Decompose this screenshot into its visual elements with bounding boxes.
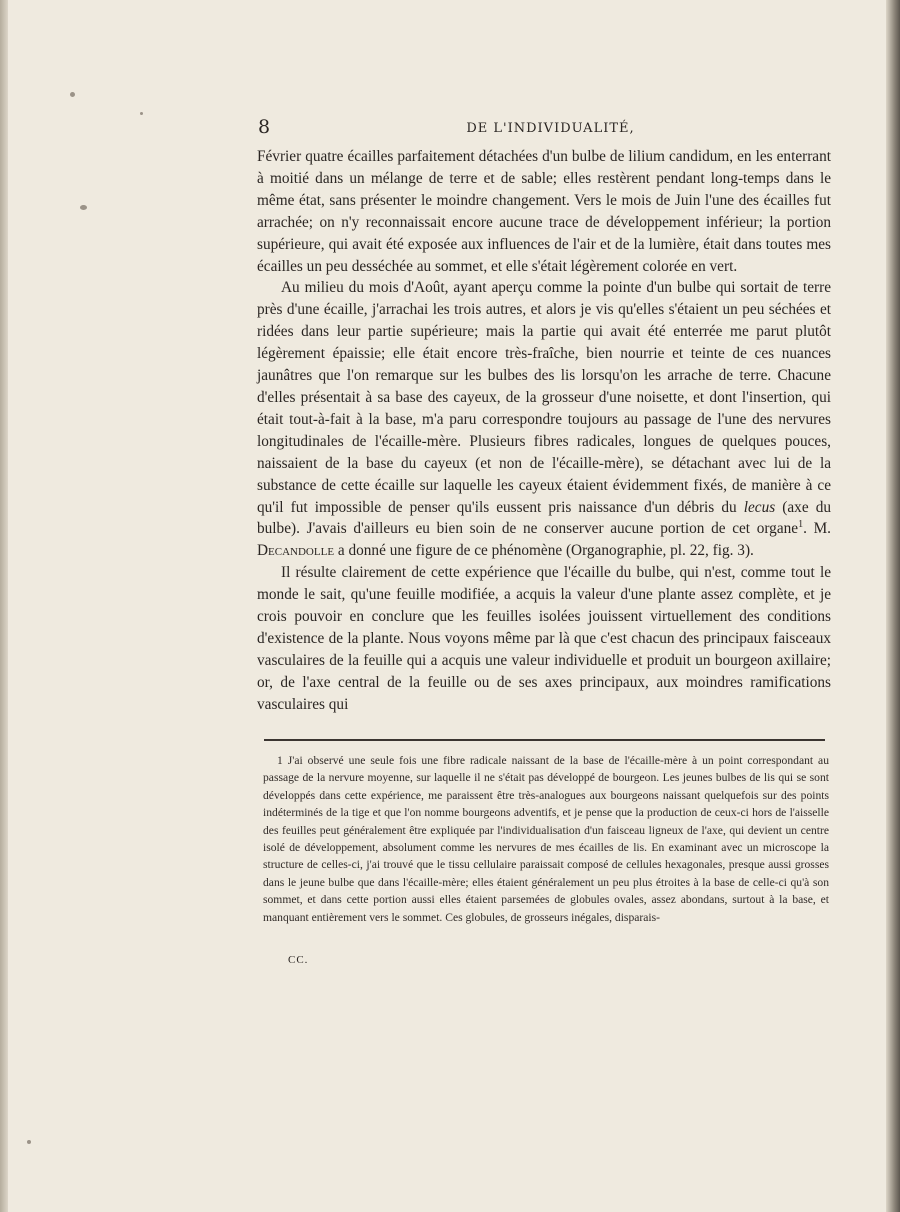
running-head: DE L'INDIVIDUALITÉ,: [466, 121, 635, 136]
paragraph-2: [257, 277, 831, 562]
paper-spot: [80, 205, 87, 210]
footnote: [263, 752, 829, 926]
paper-spot: [140, 112, 143, 115]
catchword: CC.: [288, 954, 309, 966]
paragraph-2-text-b: (axe du bulbe). J'avais d'ailleurs eu bien soin de ne conserver aucune portion de cet organe: [257, 498, 831, 538]
page-header: [258, 116, 843, 140]
paragraph-2-text-d: a donné une figure de ce phénomène (Organographie, pl. 22, fig. 3).: [337, 542, 754, 560]
body-text: [257, 146, 831, 716]
footnote-reference: 1: [798, 519, 804, 531]
author-name: Decandolle: [257, 542, 335, 560]
paper-spot: [70, 92, 75, 97]
paragraph-1: Février quatre écailles parfaitement détachées d'un bulbe de lilium candidum, en les enterrant à moitié dans un mélange de terre et de sable; elles restèrent pendant long-temps dans le même état, sans présenter le moindre changement. Vers le mois de Juin l'une des écailles fut arrachée; on n'y reconnaissait encore aucune trace de développement inférieur; la portion supérieure, qui avait été exposée aux influences de l'air et de la lumière, était dans toutes mes écailles un peu desséchée au sommet, et elle s'était légèrement colorée en vert.: [257, 148, 831, 275]
footnote-text: 1 J'ai observé une seule fois une fibre radicale naissant de la base de l'écaille-mère à un point correspondant au passage de la nervure moyenne, sur laquelle il ne s'était pas développé de bourgeon. Les jeunes bulbes de lis qui se sont développés dans cette expérience, me paraissent être très-analogues aux bourgeons naissant quelquefois sur des points indéterminés de la tige et que l'on nomme bourgeons adventifs, et je pense que la production de ceux-ci hors de l'aisselle des feuilles peut généralement être expliquée par l'individualisation d'un faisceau ligneux de l'axe, qui devient un centre isolé de développement, absolument comme les nervures de mes écailles de lis. En examinant avec un microscope la structure de celles-ci, j'ai trouvé que le tissu cellulaire paraissait composé de cellules hexagonales, presque aussi grosses dans le jeune bulbe que dans l'écaille-mère; elles étaient généralement un peu plus étroites à la base de celle-ci qu'à son sommet, et dans cette portion aussi elles étaient parsemées de globules ovales, assez abondans, surtout à la base, et manquant entièrement vers le sommet. Ces globules, de grosseurs inégales, disparais-: [263, 754, 829, 924]
paper-spot: [27, 1140, 31, 1144]
footnote-rule: [264, 739, 825, 741]
page-edge-right: [886, 0, 900, 1212]
paragraph-2-text-a: Au milieu du mois d'Août, ayant aperçu comme la pointe d'un bulbe qui sortait de terre près d'une écaille, j'arrachai les trois autres, et alors je vis qu'elles s'étaient un peu séchées et ridées dans leur partie supérieure; mais la partie qui avait été enterrée me parut plutôt légèrement épaissie; elle était encore très-fraîche, bien nourrie et teinte de ces nuances jaunâtres que l'on remarque sur les bulbes des lis lorsqu'on les arrache de terre. Chacune d'elles présentait à sa base des cayeux, de la grosseur d'une noisette, et dont l'insertion, qui était tout-à-fait à la base, m'a paru correspondre toujours au passage de l'une des nervures longitudinales de l'écaille-mère. Plusieurs fibres radicales, longues de quelques pouces, naissaient de la base du cayeux (et non de l'écaille-mère), se détachant avec lui de la substance de cette écaille sur laquelle les cayeux étaient évidemment fixés, de manière à ce qu'il fut impossible de penser qu'ils eussent pris naissance d'un débris du: [257, 279, 831, 516]
italic-term: lecus: [743, 498, 776, 516]
paragraph-3: Il résulte clairement de cette expérience que l'écaille du bulbe, qui n'est, comme tout le monde le sait, qu'une feuille modifiée, a acquis la valeur d'une plante assez complète, et je crois pouvoir en conclure que les feuilles isolées jouissent virtuellement des conditions d'existence de la plante. Nous voyons même par là que c'est chacun des principaux faisceaux vasculaires de la feuille qui a acquis une valeur individuelle et produit un bourgeon axillaire; or, de l'axe central de la feuille ou de ses axes principaux, aux moindres ramifications vasculaires qui: [257, 564, 831, 713]
paragraph-2-text-c: . M.: [803, 520, 831, 538]
page-number: 8: [258, 116, 271, 138]
